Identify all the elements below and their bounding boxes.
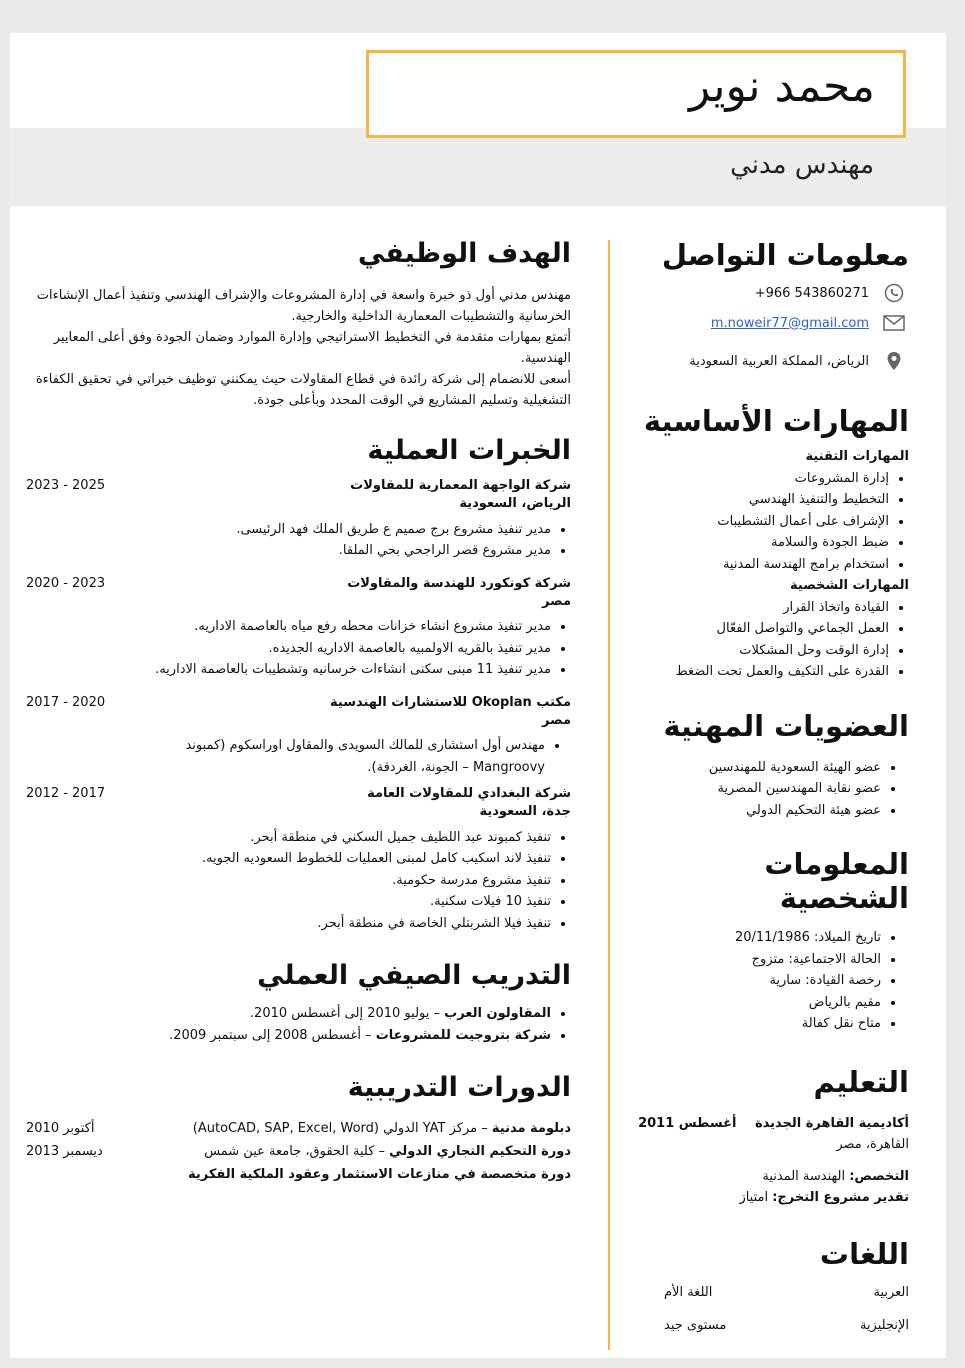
memberships-list [634, 757, 909, 822]
column-divider [608, 240, 610, 1350]
course-name: دبلومة مدنية [491, 1121, 571, 1136]
education-heading: التعليم [813, 1064, 909, 1099]
list-item: • تنفيذ مشروع مدرسة حكومية. [26, 870, 551, 892]
education-major [634, 1166, 909, 1188]
course-row [26, 1144, 571, 1159]
objective-paragraph: مهندس مدني أول ذو خبرة واسعة في إدارة المشروعات والإشراف الهندسي وتنفيذ أعمال الإنشاءات الخرسانية والتشطيبات المعمارية الداخلية والخارجية. [36, 288, 571, 324]
course-name: دورة متخصصة في منازعات الاستثمار وعقود الملكية الفكرية [188, 1167, 571, 1182]
job-tasks [26, 735, 571, 778]
education-block [634, 1113, 909, 1209]
list-item: • مدير تنفيذ مشروع انشاء خزانات محطه رفع مياه بالعاصمة الاداريه. [26, 616, 551, 638]
job-entry [26, 478, 571, 562]
job-header [26, 576, 571, 591]
job-entry [26, 576, 571, 681]
location-text: الرياض، المملكة العربية السعودية [689, 353, 869, 369]
job-date: 2023 - 2025 [26, 478, 106, 493]
company-name: شركة البغدادي للمقاولات العامة [367, 786, 571, 801]
list-item: • التخطيط والتنفيذ الهندسي [634, 489, 889, 511]
objective-paragraph: أتمتع بمهارات متقدمة في التخطيط الاستراتيجي وإدارة الموارد وضمان الجودة وفق أعلى المعايير الهندسية. [53, 330, 571, 366]
email-row [634, 312, 905, 334]
list-item: • إدارة المشروعات [634, 468, 889, 490]
job-location: مصر [542, 593, 571, 609]
personal-skills-list [634, 597, 909, 683]
technical-skills-title: المهارات التقنية [805, 449, 909, 464]
education-date: أغسطس 2011 [638, 1115, 737, 1131]
language-row [634, 1285, 909, 1300]
language-level: مستوى جيد [664, 1317, 727, 1333]
phone-number: +966 543860271 [754, 285, 869, 301]
job-entry [26, 695, 571, 779]
job-location: الرياض، السعودية [459, 496, 571, 511]
language-level: اللغة الأم [664, 1284, 713, 1300]
company-name: مكتب Okoplan للاستشارات الهندسية [330, 694, 571, 710]
job-date: 2012 - 2017 [26, 786, 106, 801]
course-detail: – كلية الحقوق، جامعة عين شمس [204, 1144, 390, 1159]
training-org: شركة بتروجيت للمشروعات [375, 1027, 551, 1043]
training-list [26, 1003, 571, 1046]
grade-label: تقدير مشروع التخرج: [772, 1190, 909, 1205]
list-item: • عضو نقابة المهندسين المصرية [634, 778, 881, 800]
course-name: دورة التحكيم التجاري الدولي [389, 1144, 571, 1159]
list-item: • رخصة القيادة: سارية [634, 970, 881, 992]
name-box [366, 50, 906, 138]
personal-info-heading: المعلومات الشخصية [764, 847, 909, 915]
job-location: مصر [542, 712, 571, 728]
education-grade [634, 1187, 909, 1209]
list-item: • العمل الجماعي والتواصل الفعّال [634, 618, 889, 640]
personal-info-list [634, 927, 909, 1035]
resume-page [10, 33, 946, 1358]
languages-list [634, 1285, 909, 1333]
job-tasks [26, 519, 571, 562]
company-name: شركة كونكورد للهندسة والمقاولات [347, 575, 571, 591]
grade-value: امتياز [739, 1190, 773, 1205]
objective-heading: الهدف الوظيفي [357, 238, 571, 269]
memberships-heading: العضويات المهنية [663, 708, 909, 743]
language-name: العربية [873, 1284, 909, 1300]
list-item: • تاريخ الميلاد: 20/11/1986 [634, 927, 881, 949]
training-heading: التدريب الصيفي العملي [257, 960, 571, 991]
training-period: – أغسطس 2008 إلى سبتمبر 2009. [169, 1027, 376, 1043]
school-name: أكاديمية القاهرة الجديدة [754, 1115, 909, 1131]
list-item: • استخدام برامج الهندسة المدنية [634, 554, 889, 576]
courses-list [26, 1121, 571, 1182]
location-pin-icon [883, 350, 905, 372]
list-item: • مقيم بالرياض [634, 992, 881, 1014]
job-entry [26, 786, 571, 934]
person-name: محمد نوير [689, 61, 875, 112]
job-header [26, 478, 571, 493]
objective-text [26, 285, 571, 411]
list-item: • القيادة واتخاذ القرار [634, 597, 889, 619]
job-header [26, 786, 571, 801]
list-item [26, 1025, 551, 1047]
list-item [26, 1003, 551, 1025]
course-row [26, 1167, 571, 1182]
email-icon [883, 312, 905, 334]
list-item: • تنفيذ 10 فيلات سكنية. [26, 891, 551, 913]
course-date: أكتوبر 2010 [26, 1121, 95, 1136]
list-item: • تنفيذ لاند اسكيب كامل لمبنى العمليات للخطوط السعوديه الجويه. [26, 848, 551, 870]
list-item: • عضو الهيئة السعودية للمهندسين [634, 757, 881, 779]
objective-paragraph: أسعى للانضمام إلى شركة رائدة في قطاع المقاولات حيث يمكنني توظيف خبراتي في تحقيق الكفاءة التشغيلية وتسليم المشاريع في الوقت المحدد وبأعلى جودة. [35, 372, 571, 408]
main-column [26, 238, 571, 1182]
list-item: • إدارة الوقت وحل المشكلات [634, 640, 889, 662]
training-period: – يوليو 2010 إلى أغسطس 2010. [249, 1006, 445, 1021]
list-item: • الإشراف على أعمال التشطيبات [634, 511, 889, 533]
language-row [634, 1318, 909, 1333]
major-label: التخصص: [849, 1168, 909, 1184]
sidebar-column [634, 238, 909, 1333]
technical-skills-list [634, 468, 909, 576]
phone-row [634, 282, 905, 304]
job-tasks [26, 616, 571, 681]
language-name: الإنجليزية [859, 1317, 909, 1333]
job-header [26, 695, 571, 710]
personal-skills-title: المهارات الشخصية [790, 578, 909, 593]
list-item: • تنفيذ كمبوند عبد اللطيف جميل السكني في منطقة أبحر. [26, 827, 551, 849]
education-location: القاهرة، مصر [836, 1137, 909, 1152]
course-detail: – مركز YAT الدولي (AutoCAD, SAP, Excel, Word) [192, 1121, 492, 1136]
job-tasks [26, 827, 571, 935]
list-item: • مدير تنفيذ بالقريه الاولمبيه بالعاصمة الاداريه الجديده. [26, 638, 551, 660]
job-title: مهندس مدني [730, 150, 874, 180]
course-date: ديسمبر 2013 [26, 1144, 103, 1159]
list-item: • مهندس أول استشارى للمالك السويدى والمقاول اوراسكوم (كمبوند Mangroovy – الجونة، الغردقة). [175, 735, 545, 778]
training-org: المقاولون العرب [444, 1006, 551, 1021]
languages-heading: اللغات [819, 1236, 909, 1271]
list-item: • تنفيذ فيلا الشربتلي الخاصة في منطقة أبحر. [26, 913, 551, 935]
job-date: 2020 - 2023 [26, 575, 106, 591]
location-row [634, 350, 905, 372]
list-item: • ضبط الجودة والسلامة [634, 532, 889, 554]
company-name: شركة الواجهة المعمارية للمقاولات [350, 478, 571, 493]
job-location: جدة، السعودية [479, 804, 571, 819]
phone-icon [883, 282, 905, 304]
major-value: الهندسة المدنية [762, 1168, 850, 1184]
list-item: • عضو هيئة التحكيم الدولي [634, 800, 881, 822]
email-link[interactable]: m.noweir77@gmail.com [710, 315, 869, 331]
skills-heading: المهارات الأساسية [643, 404, 909, 438]
list-item: • مدير تنفيذ مشروع برج صميم ع طريق الملك فهد الرئيسى. [26, 519, 551, 541]
courses-heading: الدورات التدريبية [347, 1072, 571, 1103]
list-item: • مدير مشروع قصر الراجحي بحي الملقا. [26, 540, 551, 562]
list-item: • مدير تنفيذ 11 مبنى سكنى انشاءات خرسانيه وتشطيبات بالعاصمة الاداريه. [26, 659, 551, 681]
experience-heading: الخبرات العملية [367, 435, 571, 466]
job-date: 2017 - 2020 [26, 694, 106, 710]
list-item: • متاح نقل كفالة [634, 1013, 881, 1035]
list-item: • القدرة على التكيف والعمل تحت الضغط [634, 661, 889, 683]
contact-heading: معلومات التواصل [661, 238, 909, 272]
list-item: • الحالة الاجتماعية: متزوج [634, 949, 881, 971]
education-school-row [634, 1113, 909, 1135]
course-row [26, 1121, 571, 1136]
